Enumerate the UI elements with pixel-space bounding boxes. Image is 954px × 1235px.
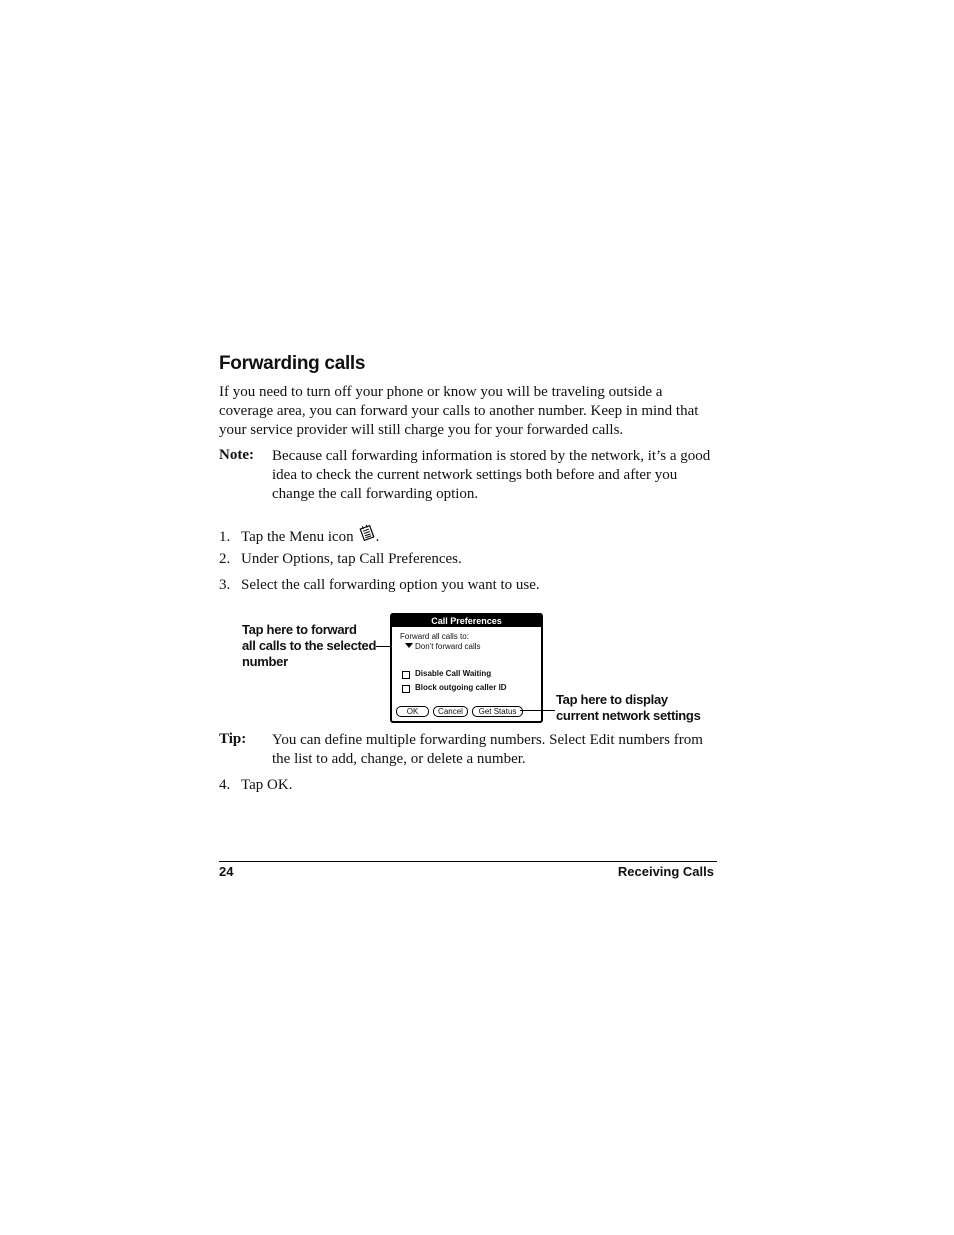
step-number: 3. <box>219 577 231 593</box>
checkbox-label: Disable Call Waiting <box>415 669 492 678</box>
step-number: 2. <box>219 551 231 567</box>
get-status-button[interactable]: Get Status <box>472 706 523 717</box>
forward-dropdown[interactable] <box>405 642 481 652</box>
callout-leader-right <box>520 710 555 711</box>
forward-label: Forward all calls to: <box>400 632 469 641</box>
step-suffix: . <box>375 529 380 545</box>
step-text: Under Options, tap Call Preferences. <box>241 551 462 567</box>
footer-section: Receiving Calls <box>617 864 714 879</box>
note-text: Because call forwarding information is stored by the network, it’s a good idea to check the current network settings both before and after you change the call forwarding option. <box>272 448 711 502</box>
step-1 <box>219 523 379 547</box>
intro-paragraph: If you need to turn off your phone or know you will be traveling outside a coverage area, you can forward your calls to another number. Keep in mind that your service provider will still charge you for your forwarded calls. <box>219 384 699 438</box>
callout-line: Tap here to forward <box>242 622 357 637</box>
tip-text: You can define multiple forwarding numbers. Select Edit numbers from the list to add, change, or delete a number. <box>272 732 703 767</box>
page-number: 24 <box>219 864 234 879</box>
disable-call-waiting-checkbox[interactable] <box>402 671 410 679</box>
cancel-button[interactable]: Cancel <box>433 706 468 717</box>
footer-rule <box>219 861 717 862</box>
ok-button[interactable]: OK <box>396 706 429 717</box>
block-caller-id-checkbox[interactable] <box>402 685 410 693</box>
callout-line: Tap here to display <box>556 692 668 707</box>
step-number: 4. <box>219 777 231 793</box>
forward-value: Don't forward calls <box>415 642 481 651</box>
section-heading: Forwarding calls <box>219 353 366 374</box>
menu-icon <box>358 523 376 543</box>
step-3 <box>219 576 540 595</box>
checkbox-label: Block outgoing caller ID <box>415 683 507 692</box>
step-2 <box>219 550 462 569</box>
callout-line: current network settings <box>556 708 701 723</box>
callout-forward <box>242 622 376 670</box>
callout-line: number <box>242 654 288 669</box>
tip-label: Tip: <box>219 731 247 747</box>
callout-line: all calls to the selected <box>242 638 377 653</box>
call-preferences-dialog <box>390 613 543 723</box>
step-text: Tap the Menu icon <box>241 529 354 545</box>
note-label: Note: <box>219 447 254 463</box>
step-4 <box>219 776 292 795</box>
step-text: Tap OK. <box>241 777 293 793</box>
dropdown-arrow-icon <box>405 643 413 648</box>
step-number: 1. <box>219 529 231 545</box>
dialog-title: Call Preferences <box>392 615 541 627</box>
step-text: Select the call forwarding option you want to use. <box>241 577 540 593</box>
callout-status <box>556 692 701 724</box>
